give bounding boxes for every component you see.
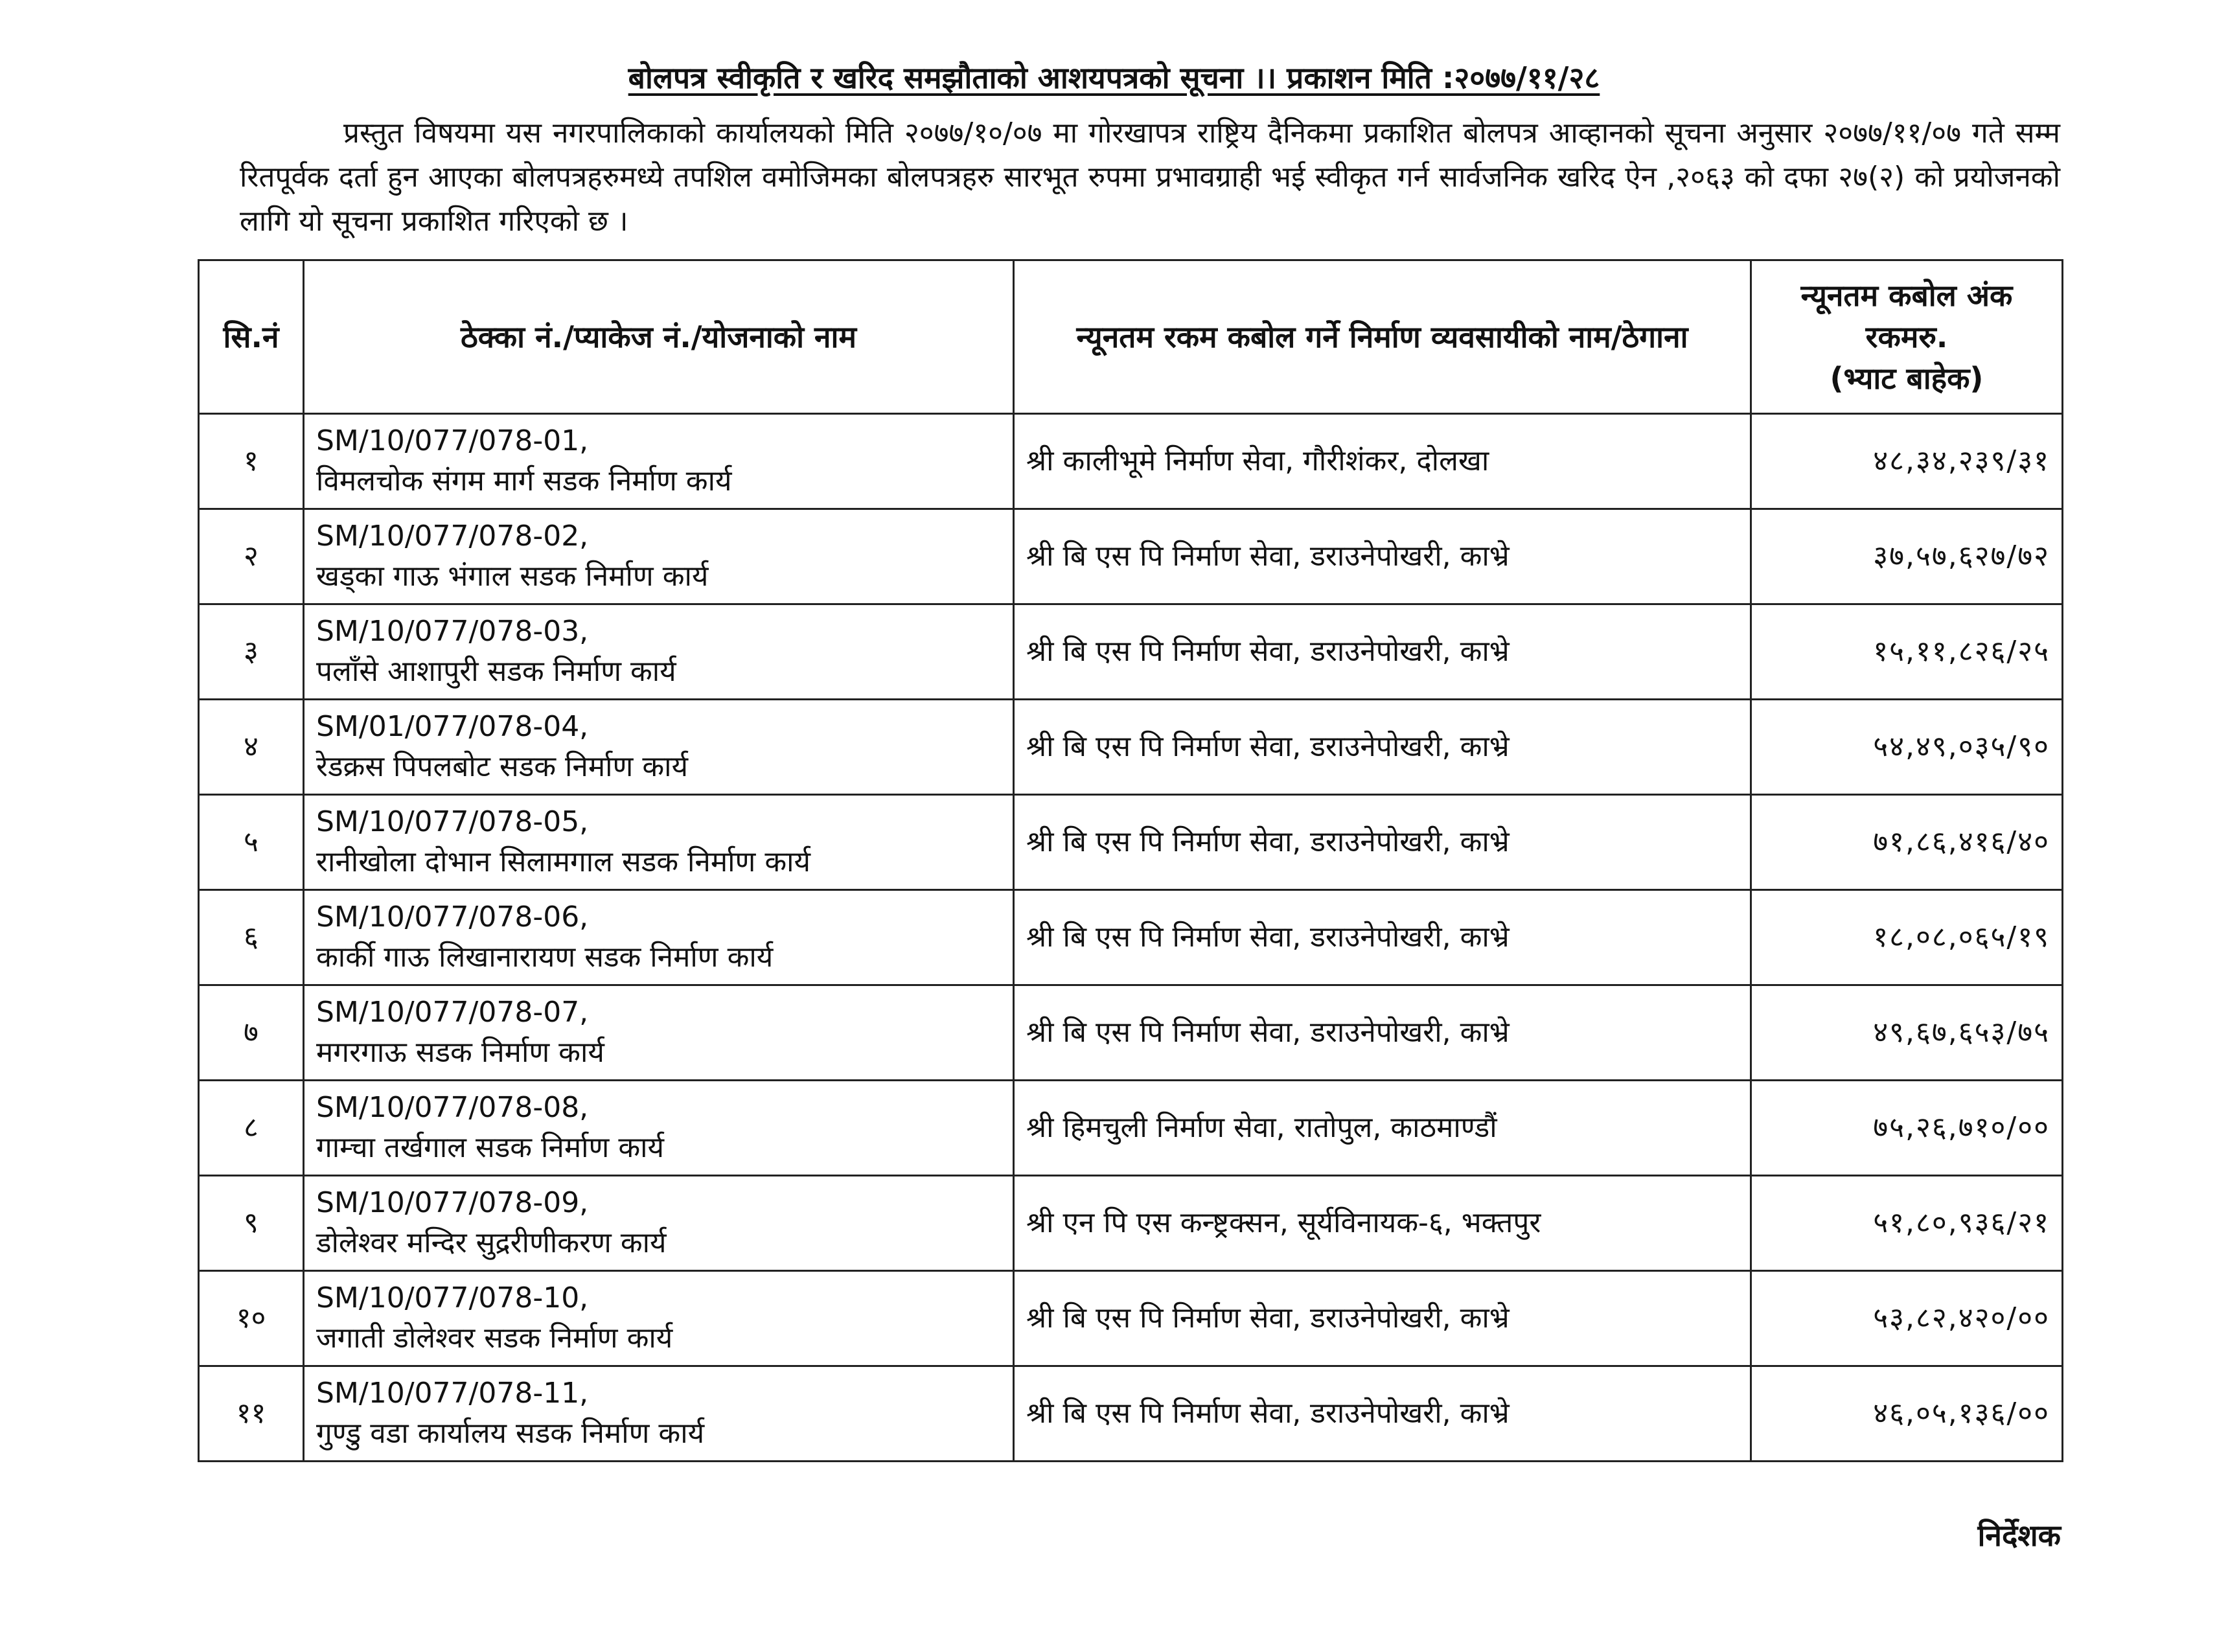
table-row [199,509,2063,604]
tender-table [198,259,2063,1462]
row-amount: ५३,८२,४२०/०० [1751,1271,2063,1366]
row-sn: १ [199,414,304,509]
row-scheme [304,1366,1014,1462]
table-row [199,795,2063,890]
row-contract-code: SM/10/077/078-08, [316,1091,589,1124]
table-header-row [199,260,2063,414]
table-body [199,414,2063,1462]
row-contract-code: SM/01/077/078-04, [316,710,589,743]
row-scheme [304,414,1014,509]
row-contractor: श्री बि एस पि निर्माण सेवा, डराउनेपोखरी, काभ्रे [1014,890,1751,985]
table-row [199,985,2063,1081]
row-amount: ४९,६७,६५३/७५ [1751,985,2063,1081]
row-scheme-name: रेडक्रस पिपलबोट सडक निर्माण कार्य [316,750,689,783]
signatory-title: निर्देशक [1977,1518,2061,1553]
row-contractor: श्री एन पि एस कन्ष्ट्रक्सन, सूर्यविनायक-६, भक्तपुर [1014,1176,1751,1271]
header-amount-label: न्यूनतम कबोल अंक रकमरु. [1800,278,2013,354]
row-contractor: श्री बि एस पि निर्माण सेवा, डराउनेपोखरी, काभ्रे [1014,795,1751,890]
row-sn: ७ [199,985,304,1081]
row-sn: ३ [199,604,304,700]
row-amount: ४८,३४,२३९/३१ [1751,414,2063,509]
row-contractor: श्री बि एस पि निर्माण सेवा, डराउनेपोखरी, काभ्रे [1014,1366,1751,1462]
row-sn: ४ [199,700,304,795]
row-scheme [304,509,1014,604]
table-row [199,1081,2063,1176]
row-contractor: श्री बि एस पि निर्माण सेवा, डराउनेपोखरी, काभ्रे [1014,700,1751,795]
row-scheme [304,795,1014,890]
row-scheme-name: रानीखोला दोभान सिलामगाल सडक निर्माण कार्य [316,845,811,878]
table-row [199,700,2063,795]
row-sn: ५ [199,795,304,890]
row-contractor: श्री बि एस पि निर्माण सेवा, डराउनेपोखरी, काभ्रे [1014,604,1751,700]
row-sn: ८ [199,1081,304,1176]
row-scheme [304,1176,1014,1271]
table-row [199,1366,2063,1462]
row-scheme-name: कार्की गाऊ लिखानारायण सडक निर्माण कार्य [316,941,774,974]
row-amount: ५४,४९,०३५/९० [1751,700,2063,795]
row-contract-code: SM/10/077/078-05, [316,805,589,838]
row-scheme-name: गाम्चा तर्खगाल सडक निर्माण कार्य [316,1131,665,1164]
header-scheme: ठेक्का नं./प्याकेज नं./योजनाको नाम [304,260,1014,414]
row-amount: ४६,०५,१३६/०० [1751,1366,2063,1462]
row-amount: १५,११,८२६/२५ [1751,604,2063,700]
row-contractor: श्री बि एस पि निर्माण सेवा, डराउनेपोखरी, काभ्रे [1014,509,1751,604]
row-scheme-name: विमलचोक संगम मार्ग सडक निर्माण कार्य [316,465,732,498]
row-scheme-name: गुण्डु वडा कार्यालय सडक निर्माण कार्य [316,1417,705,1450]
row-sn: ९ [199,1176,304,1271]
notice-intro: प्रस्तुत विषयमा यस नगरपालिकाको कार्यालयको मिति २०७७/१०/०७ मा गोरखापत्र राष्ट्रिय दैनिकमा प्रकाशित बोलपत्र आव्हानको सूचना अनुसार २०७७/११/०७ गते सम्म रितपूर्वक दर्ता हुन आएका बोलपत्रहरुमध्ये तपशिल वमोजिमका बोलपत्रहरु सारभूत रुपमा प्रभावग्राही भई स्वीकृत गर्न सार्वजनिक खरिद ऐन ,२०६३ को दफा २७(२) को प्रयोजनको लागि यो सूचना प्रकाशित गरिएको छ । [240,117,2060,238]
row-amount: १८,०८,०६५/१९ [1751,890,2063,985]
header-amount-vat-note: (भ्याट बाहेक) [1830,361,1984,396]
row-contractor: श्री हिमचुली निर्माण सेवा, रातोपुल, काठमाण्डौं [1014,1081,1751,1176]
row-contract-code: SM/10/077/078-02, [316,520,589,553]
row-scheme-name: पलाँसे आशापुरी सडक निर्माण कार्य [316,655,676,688]
row-amount: ५१,८०,९३६/२१ [1751,1176,2063,1271]
row-contractor: श्री बि एस पि निर्माण सेवा, डराउनेपोखरी, काभ्रे [1014,1271,1751,1366]
row-contract-code: SM/10/077/078-07, [316,996,589,1029]
row-contractor: श्री कालीभूमे निर्माण सेवा, गौरीशंकर, दोलखा [1014,414,1751,509]
table-row [199,604,2063,700]
row-scheme [304,1271,1014,1366]
row-contractor: श्री बि एस पि निर्माण सेवा, डराउनेपोखरी, काभ्रे [1014,985,1751,1081]
row-amount: ३७,५७,६२७/७२ [1751,509,2063,604]
row-scheme [304,604,1014,700]
row-sn: १० [199,1271,304,1366]
row-contract-code: SM/10/077/078-01, [316,424,589,457]
row-scheme [304,985,1014,1081]
table-row [199,890,2063,985]
row-scheme [304,890,1014,985]
row-contract-code: SM/10/077/078-10, [316,1281,589,1314]
row-contract-code: SM/10/077/078-09, [316,1186,589,1219]
table-row [199,414,2063,509]
row-sn: ६ [199,890,304,985]
table-row [199,1176,2063,1271]
row-scheme-name: डोलेश्वर मन्दिर सुद्ररीणीकरण कार्य [316,1226,667,1259]
row-contract-code: SM/10/077/078-03, [316,615,589,648]
row-amount: ७१,८६,४१६/४० [1751,795,2063,890]
header-amount [1751,260,2063,414]
row-scheme [304,1081,1014,1176]
notice-title: बोलपत्र स्वीकृति र खरिद समझौताको आशयपत्रको सूचना ।। प्रकाशन मिति :२०७७/११/२८ [628,60,1600,95]
row-scheme-name: जगाती डोलेश्वर सडक निर्माण कार्य [316,1322,673,1355]
row-contract-code: SM/10/077/078-11, [316,1377,589,1410]
row-amount: ७५,२६,७१०/०० [1751,1081,2063,1176]
header-sn: सि.नं [199,260,304,414]
table-row [199,1271,2063,1366]
row-scheme [304,700,1014,795]
row-sn: ११ [199,1366,304,1462]
row-scheme-name: खड्का गाऊ भंगाल सडक निर्माण कार्य [316,560,709,593]
row-contract-code: SM/10/077/078-06, [316,901,589,934]
header-contractor: न्यूनतम रकम कबोल गर्ने निर्माण व्यवसायीको नाम/ठेगाना [1014,260,1751,414]
row-scheme-name: मगरगाऊ सडक निर्माण कार्य [316,1036,604,1069]
row-sn: २ [199,509,304,604]
